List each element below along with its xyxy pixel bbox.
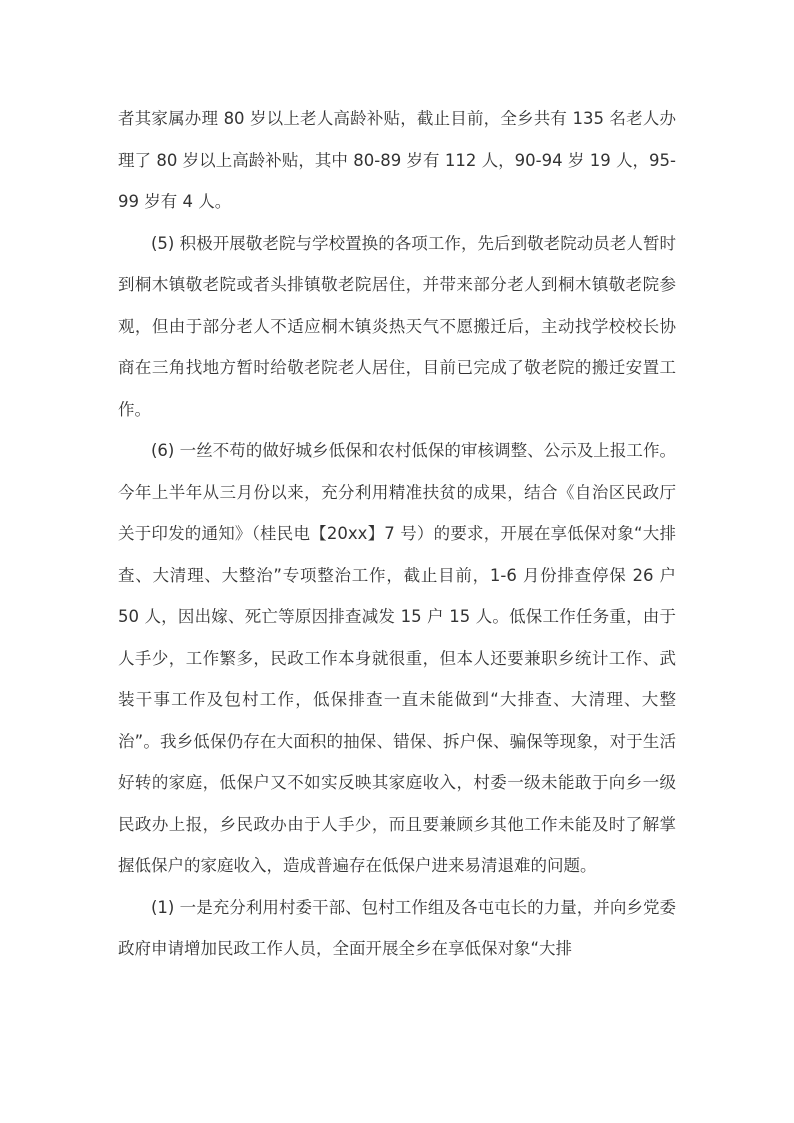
paragraph-nursing-home-relocation: (5) 积极开展敬老院与学校置换的各项工作，先后到敬老院动员老人暂时到桐木镇敬老院或者头排镇敬老院居住，并带来部分老人到桐木镇敬老院参观，但由于部分老人不适应桐木镇炎热天气不愿搬迁后，主动找学校校长协商在三角找地方暂时给敬老院老人居住，目前已完成了敬老院的搬迁安置工作。 [118, 233, 676, 419]
paragraph-measure-one: (1) 一是充分利用村委干部、包村工作组及各屯屯长的力量，并向乡党委政府申请增加民政工作人员，全面开展全乡在享低保对象“大排 [118, 897, 676, 958]
document-body [118, 98, 676, 970]
paragraph-minimum-living-security: (6) 一丝不苟的做好城乡低保和农村低保的审核调整、公示及上报工作。今年上半年从三月份以来，充分利用精准扶贫的成果，结合《自治区民政厅关于印发的通知》（桂民电【20xx】7 号）的要求，开展在享低保对象“大排查、大清理、大整治”专项整治工作，截止目前，1-6 月份排查停保 26 户 50 人，因出嫁、死亡等原因排查减发 15 户 15 人。低保工作任务重，由于人手少，工作繁多，民政工作本身就很重，但本人还要兼职乡统计工作、武装干事工作及包村工作，低保排查一直未能做到“大排查、大清理、大整治”。我乡低保仍存在大面积的抽保、错保、拆户保、骗保等现象，对于生活好转的家庭，低保户又不如实反映其家庭收入，村委一级未能敢于向乡一级民政办上报，乡民政办由于人手少，而且要兼顾乡其他工作未能及时了解掌握低保户的家庭收入，造成普遍存在低保户进来易清退难的问题。 [118, 441, 676, 875]
paragraph-elderly-subsidy: 者其家属办理 80 岁以上老人高龄补贴，截止目前，全乡共有 135 名老人办理了 80 岁以上高龄补贴，其中 80-89 岁有 112 人，90-94 岁 19 人，95-99 岁有 4 人。 [118, 109, 676, 211]
